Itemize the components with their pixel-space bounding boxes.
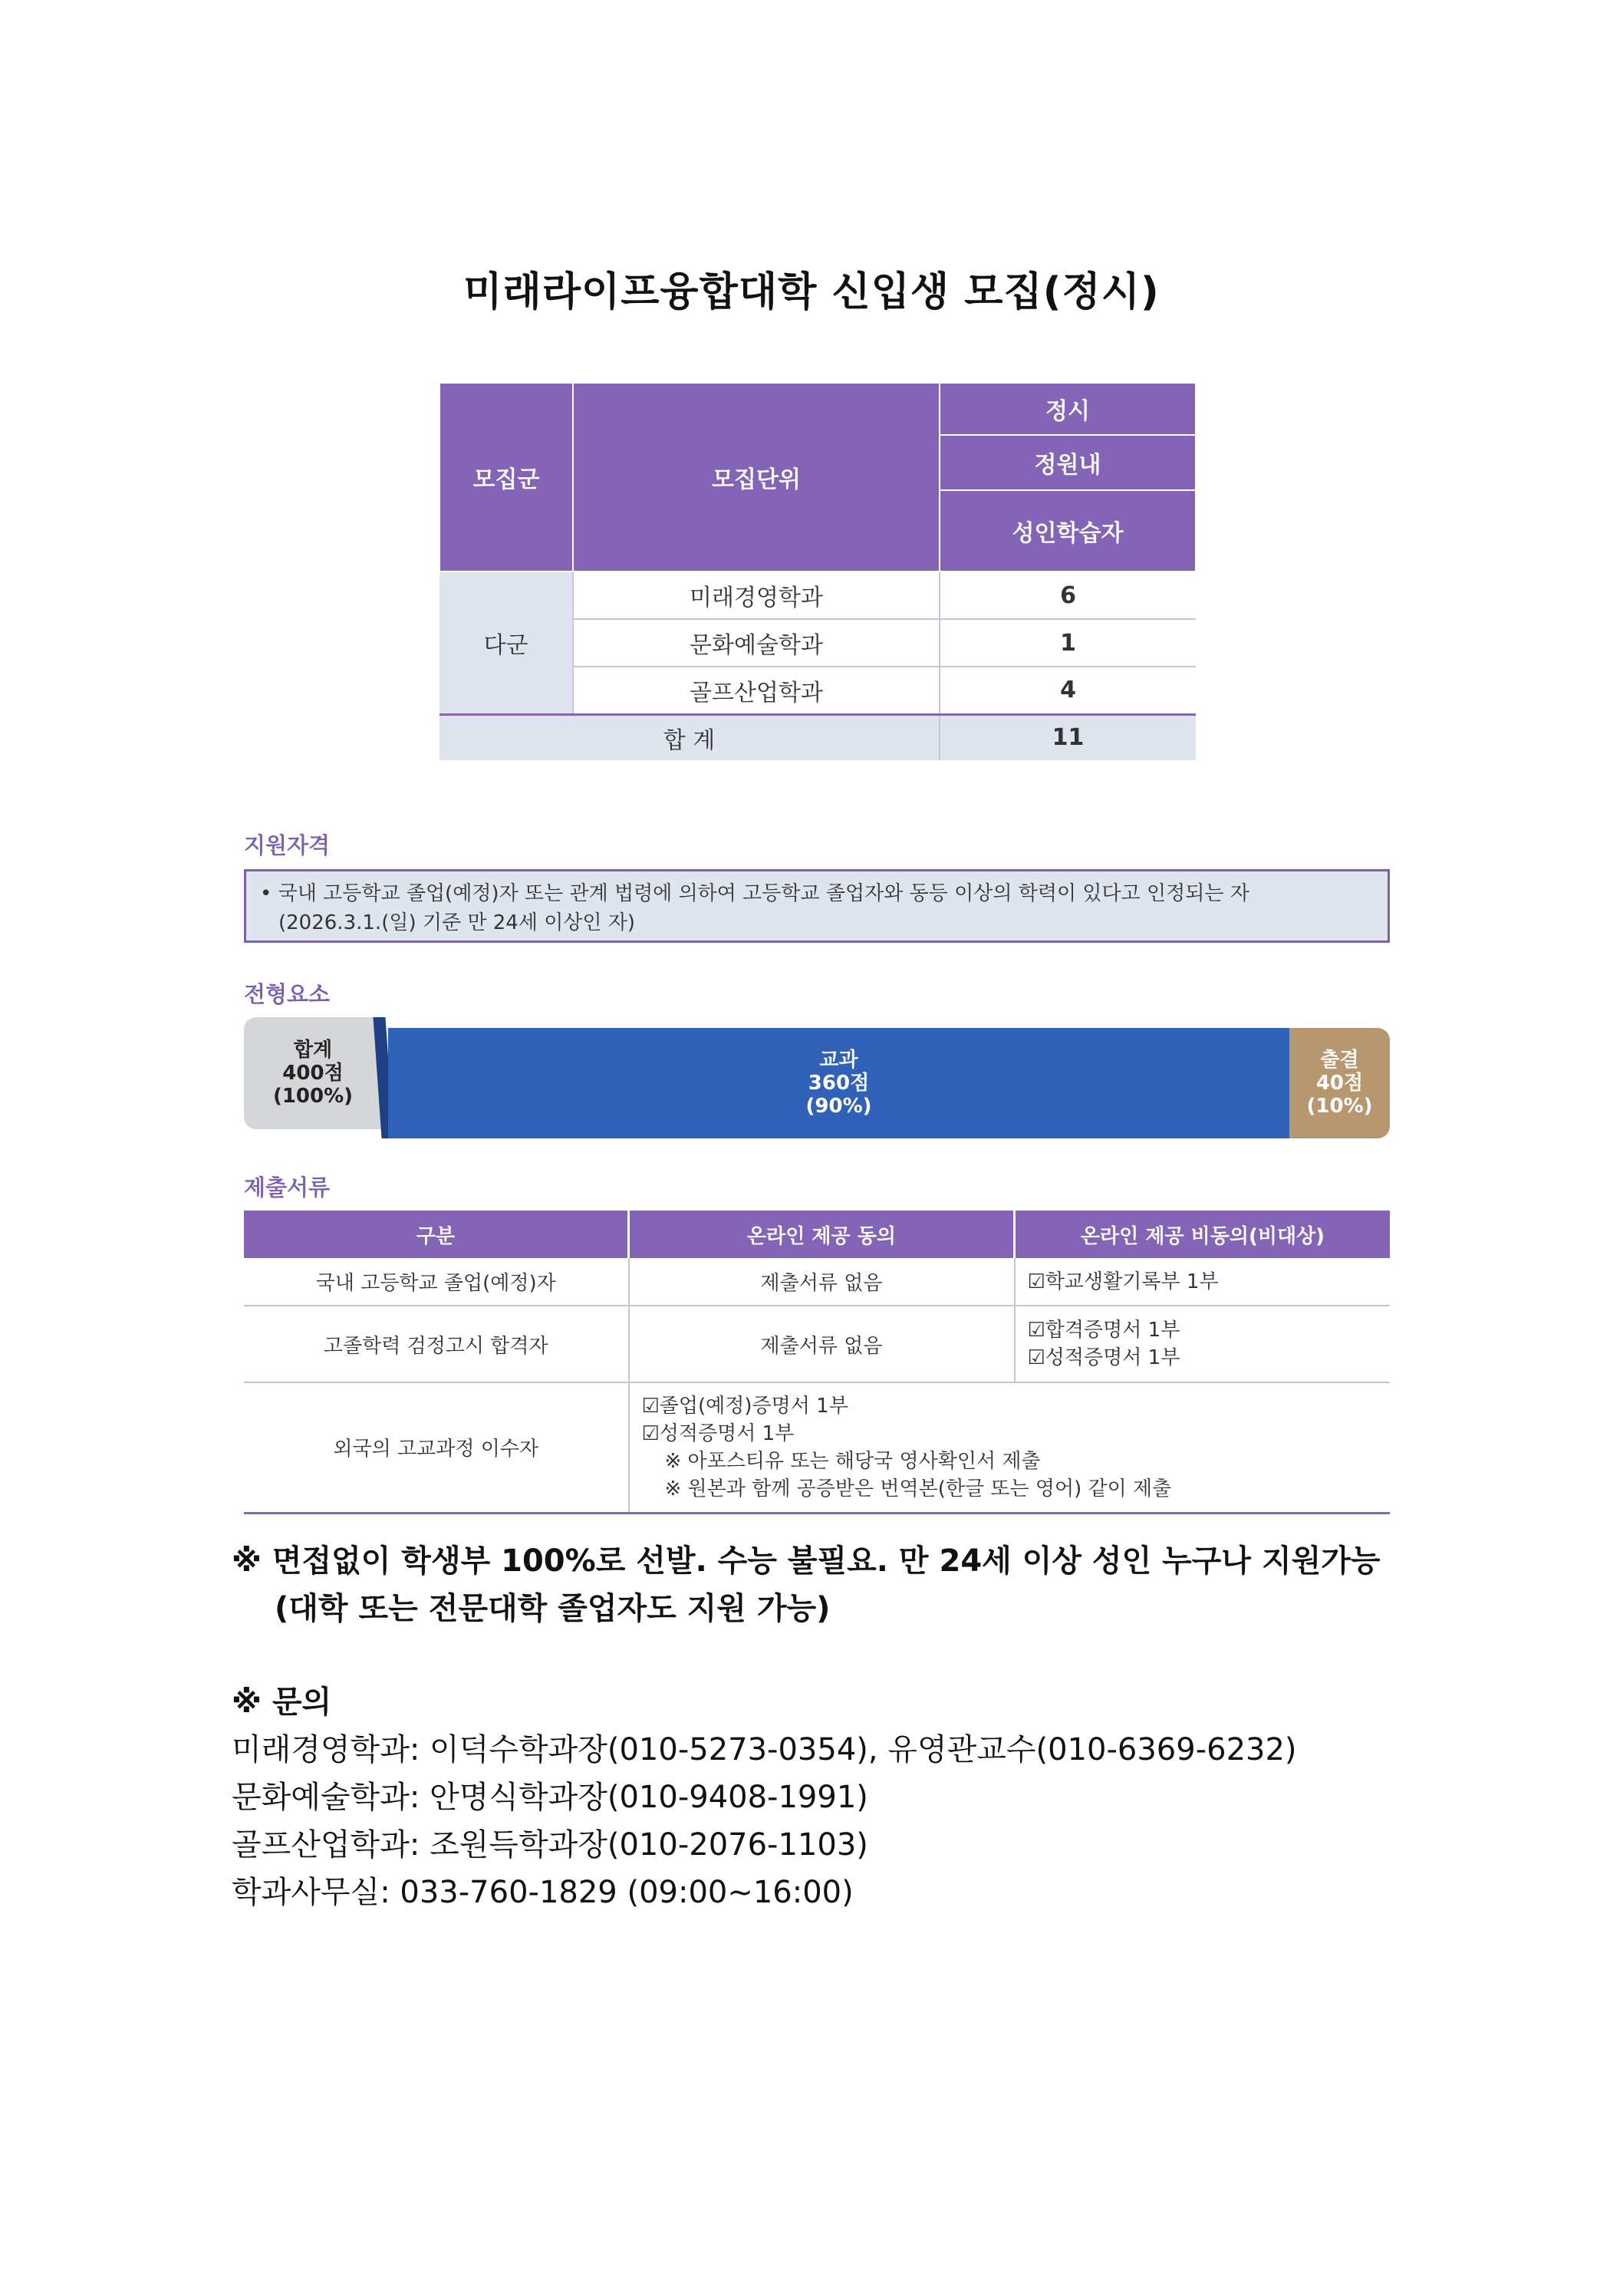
document-item: ☑졸업(예정)증명서 1부 — [641, 1394, 848, 1418]
total-value: 11 — [940, 714, 1196, 760]
selection-notice — [232, 1537, 1397, 1632]
disagree-cell — [1015, 1306, 1391, 1382]
header-category: 구분 — [244, 1211, 629, 1258]
table-row — [439, 572, 1196, 619]
evaluation-attendance-segment — [1289, 1028, 1390, 1138]
table-row — [244, 1382, 1390, 1513]
total-pct: (100%) — [272, 1085, 354, 1108]
qualification-label: 지원자격 — [244, 832, 331, 858]
page-title: 미래라이프융합대학 신입생 모집(정시) — [463, 269, 1160, 315]
category-cell: 국내 고등학교 졸업(예정)자 — [244, 1258, 629, 1306]
table-row — [244, 1258, 1390, 1306]
agree-cell: 제출서류 없음 — [629, 1258, 1015, 1306]
count-cell: 6 — [940, 572, 1196, 619]
contact-section — [232, 1678, 1297, 1916]
total-row — [439, 714, 1196, 760]
attendance-pct: (10%) — [1306, 1095, 1373, 1118]
disagree-cell: ☑학교생활기록부 1부 — [1015, 1258, 1391, 1306]
contact-line: 문화예술학과: 안명식학과장(010-9408-1991) — [232, 1780, 868, 1815]
evaluation-label: 전형요소 — [244, 981, 331, 1007]
header-regular: 정시 — [940, 383, 1196, 435]
unit-cell: 문화예술학과 — [573, 619, 940, 667]
documents-table — [244, 1211, 1390, 1514]
contact-line: 학과사무실: 033-760-1829 (09:00~16:00) — [232, 1875, 854, 1910]
unit-cell: 미래경영학과 — [573, 572, 940, 619]
header-agree: 온라인 제공 동의 — [629, 1211, 1015, 1258]
unit-cell: 골프산업학과 — [573, 667, 940, 714]
merged-cell — [629, 1382, 1391, 1513]
notice-line: ※ 면접없이 학생부 100%로 선발. 수능 불필요. 만 24세 이상 성인 누구나 지원가능 — [232, 1543, 1381, 1579]
document-item: ☑성적증명서 1부 — [641, 1421, 795, 1445]
category-cell: 고졸학력 검정고시 합격자 — [244, 1306, 629, 1382]
subject-name: 교과 — [819, 1049, 858, 1072]
subject-points: 360점 — [808, 1072, 870, 1095]
header-quota: 정원내 — [940, 435, 1196, 490]
group-cell: 다군 — [439, 572, 573, 714]
disagree-item: ☑합격증명서 1부 — [1027, 1319, 1180, 1342]
table-row — [244, 1306, 1390, 1382]
qualification-line: (2026.3.1.(일) 기준 만 24세 이상인 자) — [278, 911, 636, 934]
total-points: 400점 — [282, 1062, 344, 1085]
document-note: ※ 원본과 함께 공증받은 번역본(한글 또는 영어) 같이 제출 — [664, 1477, 1172, 1500]
header-group: 모집군 — [439, 383, 573, 572]
evaluation-total — [244, 1017, 382, 1129]
count-cell: 4 — [940, 667, 1196, 714]
contact-line: 미래경영학과: 이덕수학과장(010-5273-0354), 유영관교수(010-6369-6232) — [232, 1732, 1297, 1767]
contact-heading: ※ 문의 — [232, 1685, 332, 1720]
subject-pct: (90%) — [805, 1095, 872, 1118]
header-disagree: 온라인 제공 비동의(비대상) — [1015, 1211, 1391, 1258]
category-cell: 외국의 고교과정 이수자 — [244, 1382, 629, 1513]
total-label: 합 계 — [439, 714, 940, 760]
contact-line: 골프산업학과: 조원득학과장(010-2076-1103) — [232, 1827, 868, 1863]
document-note: ※ 아포스티유 또는 해당국 영사확인서 제출 — [664, 1449, 1041, 1473]
qualification-line: • 국내 고등학교 졸업(예정)자 또는 관계 법령에 의하여 고등학교 졸업자와 동등 이상의 학력이 있다고 인정되는 자 — [260, 882, 1249, 905]
attendance-points: 40점 — [1315, 1072, 1364, 1095]
header-unit: 모집단위 — [573, 383, 940, 572]
header-adult: 성인학습자 — [940, 490, 1196, 572]
attendance-name: 출결 — [1320, 1049, 1359, 1072]
disagree-item: ☑성적증명서 1부 — [1027, 1346, 1180, 1369]
evaluation-subject-segment — [388, 1028, 1289, 1138]
count-cell: 1 — [940, 619, 1196, 667]
qualification-box — [244, 869, 1390, 943]
documents-label: 제출서류 — [244, 1174, 331, 1201]
total-name: 합계 — [293, 1039, 333, 1062]
notice-line: (대학 또는 전문대학 졸업자도 지원 가능) — [275, 1591, 831, 1626]
agree-cell: 제출서류 없음 — [629, 1306, 1015, 1382]
recruitment-table — [439, 382, 1197, 760]
